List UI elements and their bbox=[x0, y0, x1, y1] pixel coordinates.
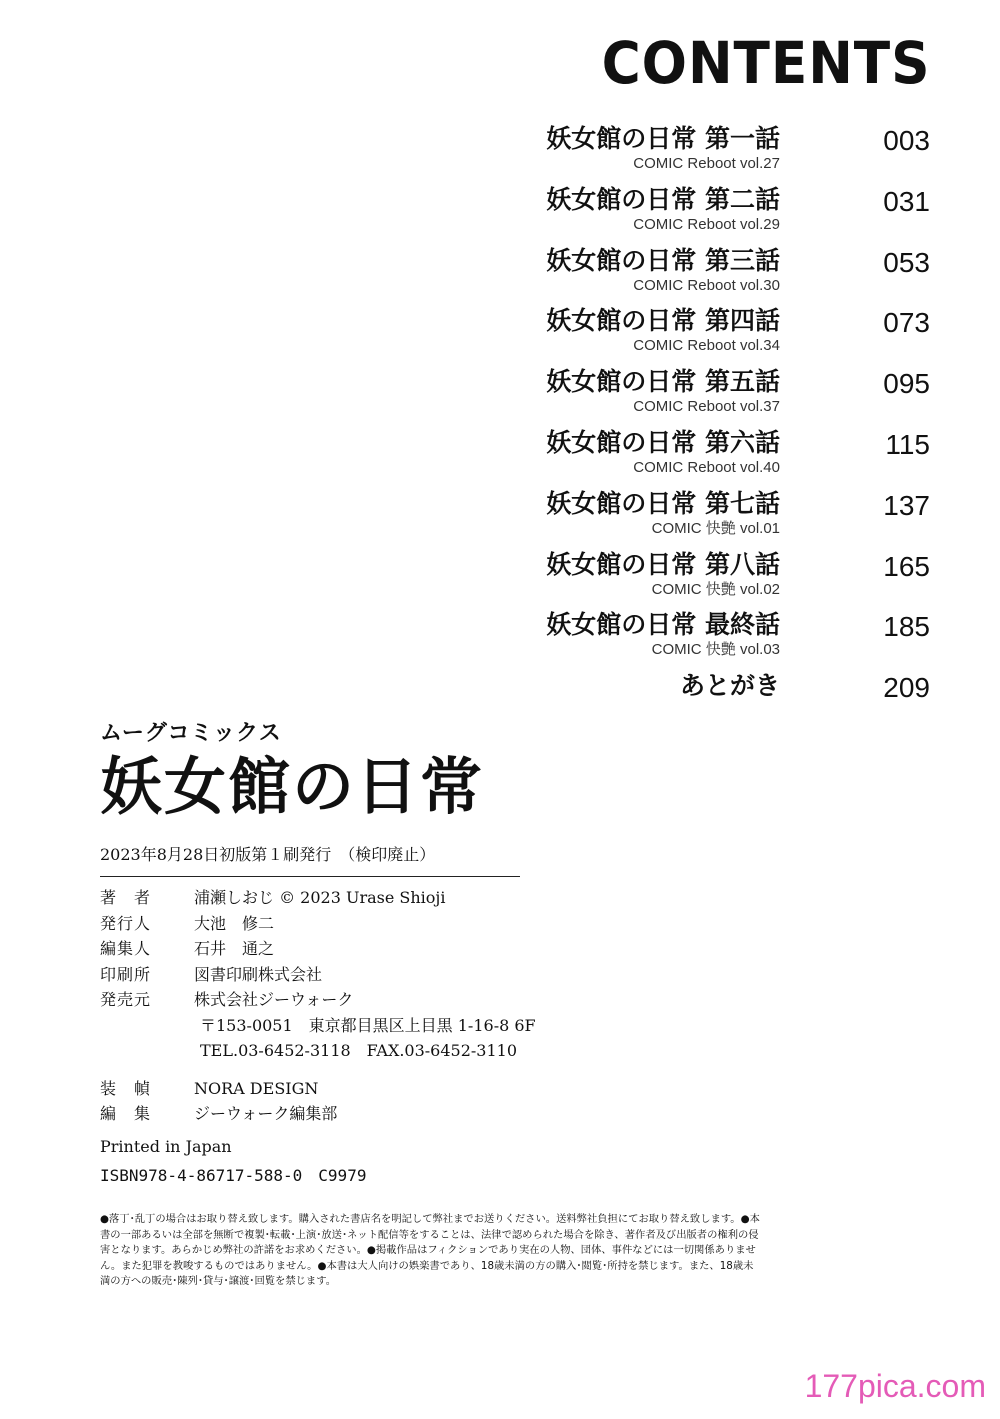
credit-value: 図書印刷株式会社 bbox=[194, 964, 323, 984]
toc-entry-page: 137 bbox=[883, 489, 930, 521]
colophon bbox=[100, 720, 780, 1187]
toc-entry-title: 妖女館の日常 第七話 bbox=[546, 488, 780, 518]
toc-entry-source: COMIC 快艶 vol.02 bbox=[651, 580, 780, 598]
credit-row bbox=[100, 1076, 780, 1102]
toc-entry bbox=[510, 304, 930, 365]
book-title: 妖女館の日常 bbox=[100, 750, 485, 823]
toc-entry-source: COMIC 快艶 vol.03 bbox=[651, 641, 780, 659]
toc-entry-page: 209 bbox=[883, 672, 930, 704]
toc-entry-page: 073 bbox=[883, 307, 930, 339]
table-of-contents bbox=[510, 122, 930, 730]
watermark: 177pica.com bbox=[804, 1368, 986, 1404]
toc-entry bbox=[510, 548, 930, 609]
toc-entry bbox=[510, 122, 930, 183]
toc-entry bbox=[510, 487, 930, 548]
credit-value: 大池 修二 bbox=[194, 913, 275, 933]
printed-in: Printed in Japan bbox=[100, 1136, 232, 1156]
credit-row bbox=[100, 911, 780, 937]
toc-entry bbox=[510, 365, 930, 426]
credit-value: NORA DESIGN bbox=[194, 1078, 319, 1098]
toc-entry-title: 妖女館の日常 第四話 bbox=[546, 306, 780, 336]
credit-row bbox=[100, 962, 780, 988]
toc-entry-page: 053 bbox=[883, 246, 930, 278]
toc-entry-page: 165 bbox=[883, 550, 930, 582]
address-line: TEL.03-6452-3118 FAX.03-6452-3110 bbox=[200, 1041, 518, 1060]
credit-row bbox=[100, 1101, 780, 1127]
toc-entry-source: COMIC Reboot vol.27 bbox=[633, 155, 780, 172]
toc-entry-title: 妖女館の日常 第五話 bbox=[546, 367, 780, 397]
credit-row bbox=[100, 936, 780, 962]
toc-entry-page: 095 bbox=[883, 368, 930, 400]
toc-entry-title: 妖女館の日常 第一話 bbox=[546, 124, 780, 153]
toc-entry-title: あとがき bbox=[679, 671, 780, 701]
issue-date: 2023年8月28日初版第１刷発行 （検印廃止） bbox=[100, 845, 436, 864]
isbn: ISBN978-4-86717-588-0 C9979 bbox=[100, 1165, 367, 1185]
credit-value: 石井 通之 bbox=[194, 939, 275, 958]
toc-entry-page: 185 bbox=[883, 611, 930, 643]
toc-entry-title: 妖女館の日常 第八話 bbox=[546, 549, 780, 579]
credit-row bbox=[100, 987, 780, 1013]
credit-value: 浦瀬しおじ © 2023 Urase Shioji bbox=[194, 888, 446, 907]
credit-label: 装 幀 bbox=[100, 1078, 152, 1098]
toc-entry-page: 115 bbox=[885, 428, 930, 460]
contents-heading: CONTENTS bbox=[601, 29, 930, 97]
credit-value: ジーウォーク編集部 bbox=[194, 1104, 338, 1123]
toc-entry-title: 妖女館の日常 最終話 bbox=[546, 610, 780, 640]
credit-label: 著 者 bbox=[100, 888, 152, 907]
credit-label: 発行人 bbox=[100, 913, 152, 933]
toc-entry-title: 妖女館の日常 第三話 bbox=[546, 245, 780, 275]
toc-entry bbox=[510, 183, 930, 244]
toc-entry-title: 妖女館の日常 第六話 bbox=[546, 427, 780, 457]
publisher-address bbox=[100, 1013, 780, 1064]
toc-entry-page: 031 bbox=[883, 185, 930, 217]
credit-row bbox=[100, 885, 780, 911]
credits-list bbox=[100, 885, 780, 1013]
credit-label: 発売元 bbox=[100, 990, 152, 1009]
toc-entry bbox=[510, 426, 930, 487]
credit-label: 編集人 bbox=[100, 939, 152, 958]
toc-entry-source: COMIC Reboot vol.30 bbox=[633, 276, 780, 294]
credit-label: 印刷所 bbox=[100, 964, 152, 984]
toc-entry-source: COMIC 快艶 vol.01 bbox=[651, 519, 780, 537]
toc-entry-source: COMIC Reboot vol.37 bbox=[633, 398, 780, 416]
toc-entry-title: 妖女館の日常 第二話 bbox=[546, 184, 780, 214]
divider bbox=[100, 876, 520, 877]
design-credits bbox=[100, 1076, 780, 1127]
toc-entry bbox=[510, 244, 930, 305]
legal-notice: ●落丁･乱丁の場合はお取り替え致します。購入された書店名を明記して弊社までお送りください。送料弊社負担にてお取り替え致します。●本書の一部あるいは全部を無断で複製･転載･上演･放送･ネット配信等をすることは、法律で認められた場合を除き、著作者及び出版者の権利の侵害となります。あらかじめ弊社の許諾をお求めください。●掲載作品はフィクションであり実在の人物、団体、事件などには一切関係ありません。また犯罪を教唆するものではありません。●本書は大人向けの娯楽書であり、18歳未満の方の購入･閲覧･所持を禁じます。また、18歳未満の方への販売･陳列･貸与･譲渡･回覧を禁じます。 bbox=[100, 1213, 760, 1287]
toc-entry-source: COMIC Reboot vol.34 bbox=[633, 337, 780, 355]
toc-entry-source: COMIC Reboot vol.40 bbox=[633, 458, 780, 476]
series-name: ムーグコミックス bbox=[100, 721, 282, 746]
address-line: 〒153-0051 東京都目黒区上目黒 1-16-8 6F bbox=[200, 1015, 536, 1035]
credit-label: 編 集 bbox=[100, 1104, 152, 1123]
credit-value: 株式会社ジーウォーク bbox=[194, 990, 354, 1009]
toc-entry-source: COMIC Reboot vol.29 bbox=[633, 215, 780, 233]
toc-entry-page: 003 bbox=[883, 125, 930, 156]
toc-entry bbox=[510, 608, 930, 669]
